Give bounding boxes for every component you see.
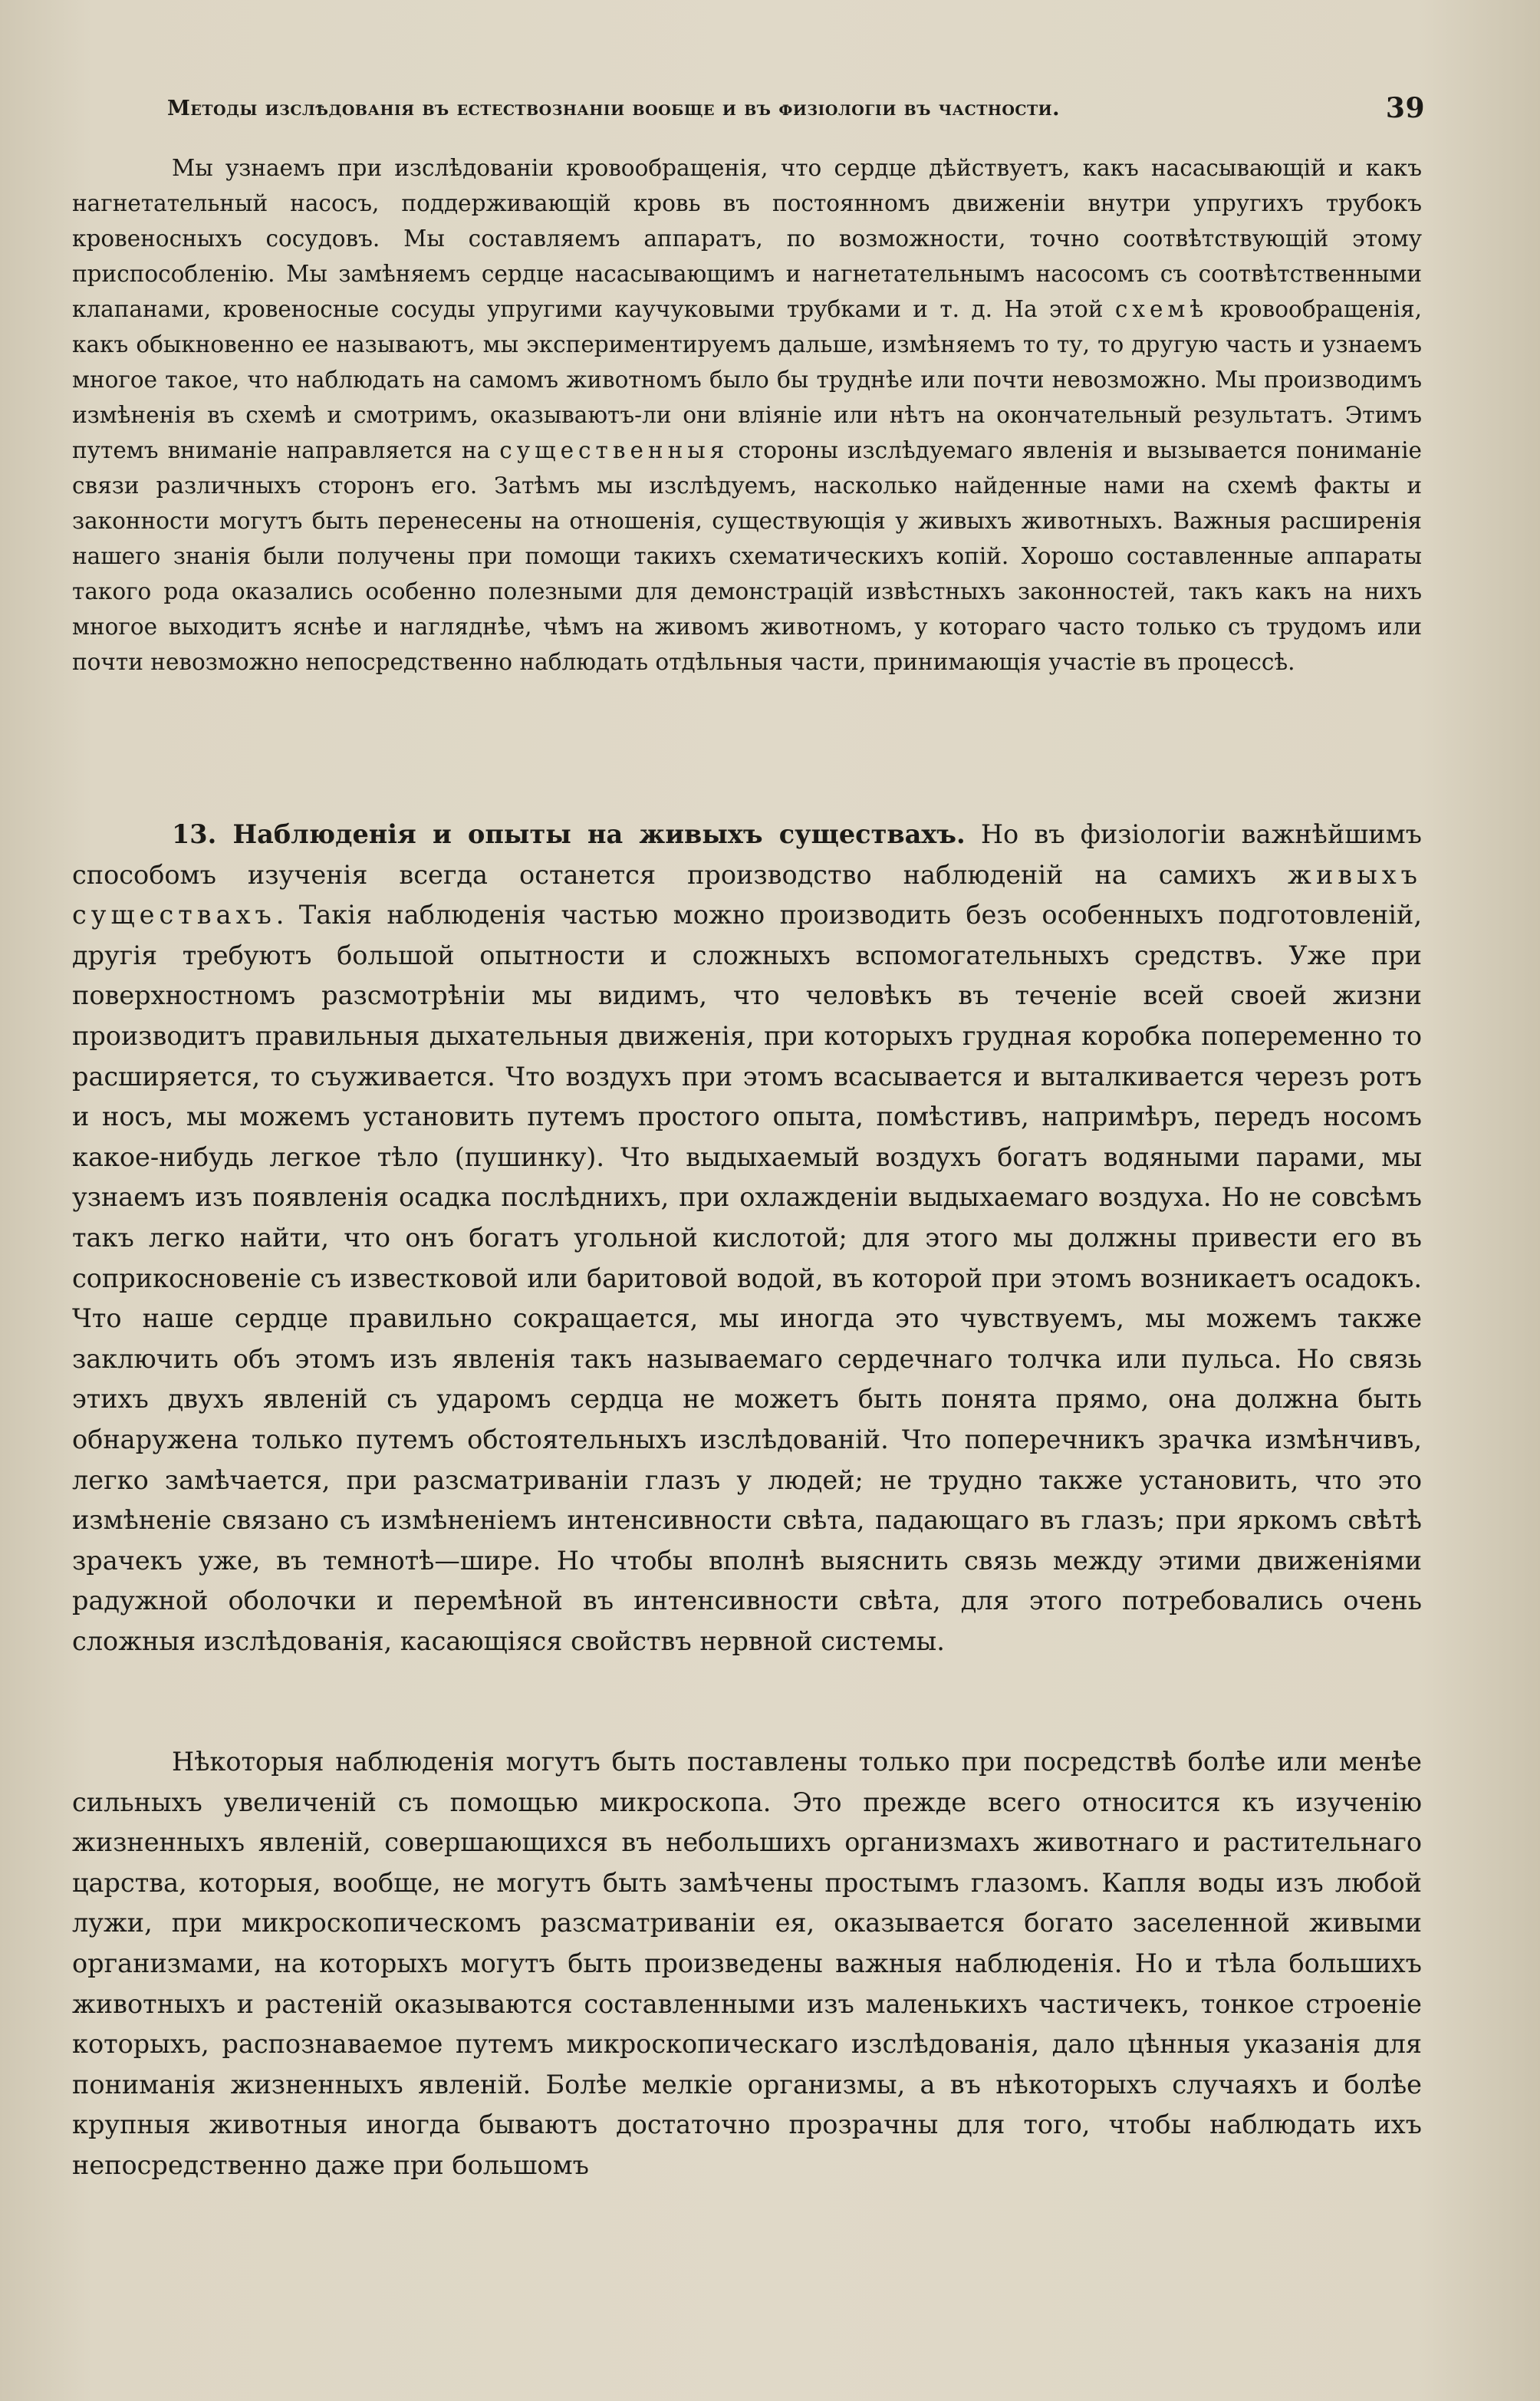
header-title: Методы изслѣдованія въ естествознаніи вообще и въ физіологіи въ частности. bbox=[167, 97, 1060, 120]
emphasis-text: схемѣ bbox=[1114, 296, 1209, 322]
section-heading: 13. Наблюденія и опыты на живыхъ существахъ. bbox=[172, 819, 966, 849]
paragraph-schema bbox=[72, 150, 1422, 680]
paragraph-text: кровообращенія, какъ обыкновенно ее называютъ, мы экспериментируемъ дальше, измѣняемъ то ту, то другую часть и узнаемъ многое такое, что наблюдать на самомъ животномъ было бы труднѣе или почти невозможно. Мы производимъ измѣненія въ схемѣ и смотримъ, оказываютъ-ли они вліяніе или нѣтъ на окончательный результатъ. Этимъ путемъ вниманіе направляется на bbox=[72, 296, 1422, 463]
paragraph-text: . Такія наблюденія частью можно производить безъ особенныхъ подготовленій, другія требуютъ большой опытности и сложныхъ вспомогательныхъ средствъ. Уже при поверхностномъ разсмотрѣніи мы видимъ, что человѣкъ въ теченіе всей своей жизни производитъ правильныя дыхательныя движенія, при которыхъ грудная коробка попеременно то расширяется, то съуживается. Что воздухъ при этомъ всасывается и выталкивается черезъ ротъ и носъ, мы можемъ установить путемъ простого опыта, помѣстивъ, напримѣръ, передъ носомъ какое-нибудь легкое тѣло (пушинку). Что выдыхаемый воздухъ богатъ водяными парами, мы узнаемъ изъ появленія осадка послѣднихъ, при охлажденіи выдыхаемаго воздуха. Но не совсѣмъ такъ легко найти, что онъ богатъ угольной кислотой; для этого мы должны привести его въ соприкосновеніе съ известковой или баритовой водой, въ которой при этомъ возникаетъ осадокъ. Что наше сердце правильно сокращается, мы иногда это чувствуемъ, мы можемъ также заключить объ этомъ изъ явленія такъ называемаго сердечнаго толчка или пульса. Но связь этихъ двухъ явленій съ ударомъ сердца не можетъ быть понята прямо, она должна быть обнаружена только путемъ обстоятельныхъ изслѣдованій. Что поперечникъ зрачка измѣнчивъ, легко замѣчается, при разсматриваніи глазъ у людей; не трудно также установить, что это измѣненіе связано съ измѣненіемъ интенсивности свѣта, падающаго въ глазъ; при яркомъ свѣтѣ зрачекъ уже, въ темнотѣ—шире. Но чтобы вполнѣ выяснить связь между этими движеніями радужной оболочки и перемѣной въ интенсивности свѣта, для этого потребовались очень сложныя изслѣдованія, касающіяся свойствъ нервной системы. bbox=[72, 900, 1422, 1656]
running-header bbox=[167, 91, 1425, 133]
emphasis-text: живыхъ существахъ bbox=[72, 859, 1422, 930]
section-13 bbox=[72, 815, 1422, 1662]
page-number: 39 bbox=[1385, 92, 1425, 124]
paragraph-text: стороны изслѣдуемаго явленія и вызывается пониманіе связи различныхъ сторонъ его. Затѣмъ мы изслѣдуемъ, насколько найденные нами на схемѣ факты и законности могутъ быть перенесены на отношенія, существующія у живыхъ животныхъ. Важныя расширенія нашего знанія были получены при помощи такихъ схематическихъ копій. Хорошо составленные аппараты такого рода оказались особенно полезными для демонстрацій извѣстныхъ законностей, такъ какъ на нихъ многое выходитъ яснѣе и нагляднѣе, чѣмъ на живомъ животномъ, у котораго часто только съ трудомъ или почти невозможно непосредственно наблюдать отдѣльныя части, принимающія участіе въ процессѣ. bbox=[72, 437, 1422, 675]
emphasis-text: существенныя bbox=[499, 437, 729, 463]
paragraph-text: Нѣкоторыя наблюденія могутъ быть поставлены только при посредствѣ болѣе или менѣе сильныхъ увеличеній съ помощью микроскопа. Это прежде всего относится къ изученію жизненныхъ явленій, совершающихся въ небольшихъ организмахъ животнаго и растительнаго царства, которыя, вообще, не могутъ быть замѣчены простымъ глазомъ. Капля воды изъ любой лужи, при микроскопическомъ разсматриваніи ея, оказывается богато заселенной живыми организмами, на которыхъ могутъ быть произведены важныя наблюденія. Но и тѣла большихъ животныхъ и растеній оказываются составленными изъ маленькихъ частичекъ, тонкое строеніе которыхъ, распознаваемое путемъ микроскопическаго изслѣдованія, дало цѣнныя указанія для пониманія жизненныхъ явленій. Болѣе мелкіе организмы, а въ нѣкоторыхъ случаяхъ и болѣе крупныя животныя иногда бываютъ достаточно прозрачны для того, чтобы наблюдать ихъ непосредственно даже при большомъ bbox=[72, 1747, 1422, 2180]
paragraph-text: Мы узнаемъ при изслѣдованіи кровообращенія, что сердце дѣйствуетъ, какъ насасывающій и какъ нагнетательный насосъ, поддерживающій кровь въ постоянномъ движеніи внутри упругихъ трубокъ кровеносныхъ сосудовъ. Мы составляемъ аппаратъ, по возможности, точно соотвѣтствующій этому приспособленію. Мы замѣняемъ сердце насасывающимъ и нагнетательнымъ насосомъ съ соотвѣтственными клапанами, кровеносные сосуды упругими каучуковыми трубками и т. д. На этой bbox=[72, 155, 1422, 322]
paragraph-microscope bbox=[72, 1742, 1422, 2186]
paragraph-text: Но въ физіологіи важнѣйшимъ способомъ изученія всегда останется производство наблюденій на самихъ bbox=[72, 819, 1422, 890]
